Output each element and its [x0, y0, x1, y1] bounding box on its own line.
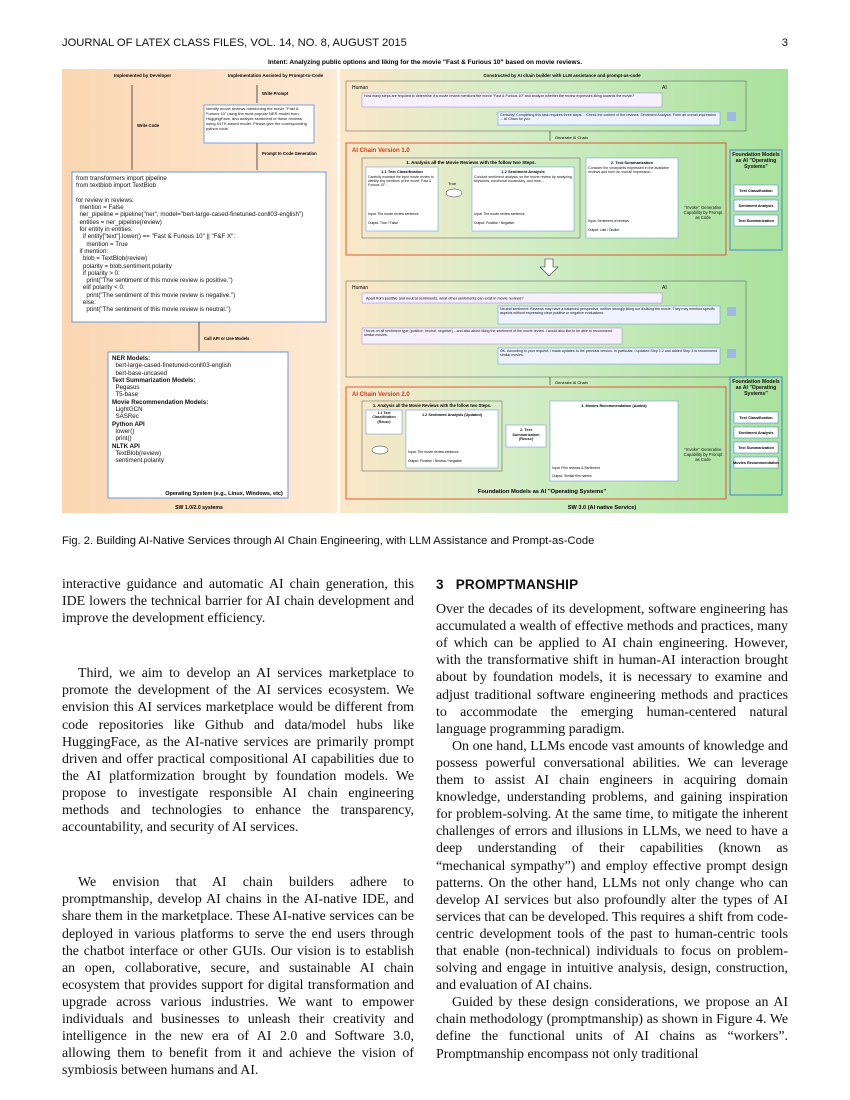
- v1-input-2: Input: The movie review sentence: [474, 212, 525, 216]
- right-para-1: Over the decades of its development, software engineering has accumulated a wealth of effective methods and practices, many of which can be applied to AI chain engineering. However, with the transformative shift in human-AI interaction brought about by foundation models, it is necessary to examine and adjust traditional software engineering methods and practices to accommodate the emerging human-centered natural language programming paradigm.: [436, 602, 788, 737]
- fm-bottom-label: Foundation Models as AI "Operating Systems": [477, 489, 607, 495]
- human-label-2: Human: [352, 285, 369, 291]
- implemented-by-dev: Implemented by Developer: [114, 73, 172, 78]
- v2-input-3: Input: Film reviews & Sentiment: [552, 466, 600, 470]
- ai-label-2: AI: [662, 285, 667, 291]
- ai-answer-3: OK. According to your request, I made updates to the previous version. In particular, I updated Step 1.2 and added Step 3 to recommend similar movies.: [500, 349, 718, 358]
- fm-item-label: Text Summarization: [738, 446, 774, 450]
- listing-line: SASRec: [112, 413, 139, 421]
- chain-v1-tsum: 2. Text Summarization: [610, 160, 654, 165]
- left-column: [62, 576, 414, 1079]
- figure-caption: Fig. 2. Building AI-Native Services through AI Chain Engineering, with LLM Assistance and Prompt-as-Code: [62, 535, 595, 547]
- fm-item-label: Movies Recommendation: [733, 461, 779, 465]
- listing-line: mention = True: [76, 240, 128, 248]
- left-para-3: We envision that AI chain builders adhere to promptmanship, develop AI chains in the AI-native IDE, and share them in the marketplace. These AI-native services can be deployed in various platforms to serve the end users through the chatbot interface or other GUIs. Our vision is to establish an open, collaborative, secure, and sustainable AI chain ecosystem that provides support for digital transformation and upgrade across various industries. We want to empower individuals and businesses to unleash their creativity and intelligence in the new era of AI 2.0 and Software 3.0, allowing them to benefit from it and achieve the vision of symbiosis between humans and AI.: [62, 875, 414, 1079]
- listing-line: sentiment.polarity: [112, 457, 164, 465]
- code-listing: [76, 175, 324, 314]
- chain-v2-sent: 1.2 Sentiment Analysis (Updated): [422, 413, 482, 417]
- human-question-2: Apart from positive and neutral sentiments, what other sentiments can exist in movie reviews?: [366, 296, 524, 301]
- fm-item-label: Text Classification: [739, 416, 773, 420]
- listing-line: bert-large-cased-finetuned-conll03-english: [112, 362, 232, 370]
- invoke-text-2: "Invoke" Generative Capability by Prompt as Code: [683, 447, 723, 462]
- listing-line: for review in reviews:: [76, 196, 134, 204]
- figure-intent: Intent: Analyzing public options and liking for the movie "Fast & Furious 10" based on movie reviews.: [268, 59, 582, 66]
- v2-output-1: Output: Positive / Neutral / Negative: [408, 459, 462, 463]
- listing-line: Python API: [112, 420, 145, 428]
- right-column: [436, 576, 788, 1063]
- figure-2: [62, 55, 788, 525]
- listing-line: Text Summarization Models:: [112, 376, 196, 384]
- chain-v2-title: AI Chain Version 2.0: [352, 392, 410, 398]
- chain-v2-rec: 3. Movies Recommendation (Added): [581, 404, 647, 408]
- right-para-3: Guided by these design considerations, we propose an AI chain methodology (promptmanship) as shown in Figure 4. We define the functional units of AI chains as “workers”. Promptmanship encompass not only traditional: [436, 995, 788, 1062]
- listing-line: if polarity > 0:: [76, 269, 120, 277]
- fm-title-1: Foundation Models as AI "Operating Systems": [732, 152, 780, 170]
- sw3-label: SW 3.0 (AI native Service): [567, 505, 637, 511]
- right-para-2: On one hand, LLMs encode vast amounts of knowledge and possess powerful conversational abilities. We can leverage them to assist AI chain engineers in acquiring domain knowledge, understanding problems, and gaining inspiration for problem-solving. At the same time, to mitigate the inherent challenges of errors and illusions in LLMs, we need to have a deep understanding of their capabilities (known as “mechanical sympathy”) and employ effective prompt design patterns. On the other hand, LLMs not only change who can develop AI services but also profoundly alter the types of AI services that can be developed. This requires a shift from code-centric development tools of the past to human-centric tools that enable (non-technical) individuals to focus on problem-solving and engage in intuitive analysis, design, construction, and evaluation of AI chains.: [436, 738, 788, 994]
- listing-line: from textblob import TextBlob: [76, 182, 157, 190]
- write-prompt-label: Write Prompt: [262, 91, 289, 96]
- prompt-to-code-label: Prompt to Code Generation: [262, 151, 317, 156]
- fm-title-2: Foundation Models as AI "Operating Systems": [732, 379, 780, 397]
- listing-line: Pegasus: [112, 384, 140, 392]
- sw12-label: SW 1.0/2.0 systems: [175, 505, 223, 511]
- fm-item-label: Sentiment Analysis: [738, 204, 774, 208]
- listing-line: polarity = blob.sentiment.polarity: [76, 262, 172, 270]
- human-label-1: Human: [352, 85, 369, 91]
- v1-true: True: [448, 181, 457, 186]
- fm-item-label: Text Summarization: [738, 219, 774, 223]
- human-question-3: I focus on all sentiment type (positive, neutral, negative) ...and also about liking the sentiment of the movie review. I would also like to be able to recommend similar movies.: [364, 329, 612, 338]
- prompt-text: Identify movie reviews mentioning the movie "Fast & Furious 10" using the most popular NER model from HuggingFace, and analyze sentiment of these reviews using NLTK-based model. Please give the corresponding python code.: [206, 106, 307, 131]
- human-question-1: How many steps are required to determine if a movie review mentions the movie "Fast & Furious 10" and analyze whether the review expresses liking towards the movie?: [364, 94, 635, 98]
- running-header: [62, 37, 788, 49]
- left-para-2: Third, we aim to develop an AI services marketplace to promote the development of the AI services ecosystem. We envision this AI services marketplace would be different from code repositories like Github and data/model hubs like HuggingFace, as the AI-native services are primarily prompt driven and offer practical compositional AI capabilities due to the AI platformization brought by foundation models. We propose to investigate responsible AI chain engineering methods and technologies to enhance the transparency, accountability, and security of AI services.: [62, 666, 414, 836]
- chain-v2-textclass: 1.1 Text Classification (Reuse): [372, 411, 396, 424]
- listing-line: blob = TextBlob(review): [76, 255, 148, 263]
- section-number: 3: [436, 577, 444, 592]
- listing-line: print("The sentiment of this movie review is negative."): [76, 291, 236, 299]
- api-listing: [112, 355, 286, 464]
- listing-line: print("The sentiment of this movie review is positive."): [76, 277, 233, 285]
- chain-v1-textclass: 1.1 Text Classification: [381, 169, 423, 174]
- gen-chain-2: Generate AI Chain: [555, 380, 588, 385]
- v1-output-1: Output: True / False: [368, 221, 398, 225]
- listing-line: for entity in entities:: [76, 226, 133, 234]
- constructed-by: Constructed by AI chain builder with LLM assistance and prompt-as-code: [483, 73, 641, 78]
- v2-input-1: Input: The movie review sentence: [408, 450, 459, 454]
- listing-line: mention = False: [76, 204, 124, 212]
- chain-v1-sent: 1.2 Sentiment Analysis: [501, 169, 545, 174]
- listing-line: T5-base: [112, 391, 139, 399]
- fm-item-label: Sentiment Analysis: [738, 431, 774, 435]
- v1-output-2: Output: Positive / Negative: [474, 221, 515, 225]
- chain-v2-step1: 1. Analysis all the Movie Reviews with the follow two Steps.: [372, 403, 492, 408]
- section-title: PROMPTMANSHIP: [455, 577, 579, 592]
- listing-line: NER Models:: [112, 355, 151, 362]
- listing-line: if mention:: [76, 247, 108, 255]
- chain-v1-step1: 1. Analysis all the Movie Reviews with the follow two Steps.: [406, 160, 536, 165]
- listing-line: TextBlob(review): [112, 449, 162, 457]
- listing-line: else:: [76, 299, 96, 307]
- fm-item-label: Text Classification: [739, 189, 773, 193]
- ai-answer-1: Certainly! Completing this task requires three steps: ...Check the content of the reviews. Sentiment Analysis. Form an overall impression ... AI Chain for you.: [500, 113, 717, 122]
- os-label: Operating System (e.g., Linux, Windows, etc): [165, 491, 283, 497]
- listing-line: print("The sentiment of this movie review is neutral."): [76, 306, 231, 314]
- v1-output-3: Output: Like / Dislike: [588, 228, 620, 232]
- journal-title: JOURNAL OF LATEX CLASS FILES, VOL. 14, NO. 8, AUGUST 2015: [62, 37, 407, 49]
- listing-line: print(): [112, 435, 132, 443]
- listing-line: Movie Recommendation Models:: [112, 398, 209, 406]
- v1-input-3: Input: Sentiment of reviews: [588, 219, 629, 223]
- v2-output-3: Output: Similar film names: [552, 474, 592, 478]
- section-heading: [436, 576, 788, 593]
- v1-tsum-body: Consider the viewpoints expressed in the available reviews and form an overall impression...: [588, 166, 669, 175]
- left-para-1: interactive guidance and automatic AI chain generation, this IDE lowers the technical barrier for AI chain development and improve the development efficiency.: [62, 577, 414, 627]
- listing-line: ner_pipeline = pipeline("ner", model="bert-large-cased-finetuned-conll03-english"): [76, 211, 304, 219]
- chain-v1-title: AI Chain Version 1.0: [352, 148, 410, 154]
- gen-chain-1: Generate AI Chain: [555, 135, 588, 140]
- implemented-assisted: Implementation Assisted by Prompt-to-Code: [228, 73, 324, 78]
- write-code-label: Write Code: [137, 123, 160, 128]
- listing-line: LightGCN: [112, 406, 143, 414]
- v1-input-1: Input: The movie review sentence: [368, 212, 419, 216]
- chain-v2-tsum: 2. Text Summarization (Reuse): [512, 428, 540, 442]
- page-number: 3: [781, 37, 788, 49]
- v1-textclass-body: Carefully examine the input movie review to identify any mentions of the movie "Fast & Furious 10"...: [368, 175, 434, 187]
- invoke-text-1: "Invoke" Generative Capability by Prompt as Code: [683, 205, 723, 220]
- listing-line: from transformers import pipeline: [76, 175, 167, 182]
- listing-line: NLTK API: [112, 442, 140, 450]
- listing-line: elif polarity < 0:: [76, 284, 125, 292]
- call-api-label: Call API or Use Models: [204, 336, 250, 341]
- ai-answer-2: Neutral sentiment: Reviews may have a balanced perspective, neither strongly liking nor disliking the movie. They may mention specific aspects without expressing clear positive or negative evaluations.: [500, 307, 716, 316]
- listing-line: entities = ner_pipeline(review): [76, 218, 162, 226]
- v1-sent-body: Conduct sentiment analysis on the movie review by analyzing keywords, emotional vocabulary, and tone...: [474, 175, 572, 184]
- listing-line: lower(): [112, 427, 135, 435]
- listing-line: if entity["text"].lower() == "Fast & Furious 10" || "F&F X":: [76, 233, 236, 241]
- ai-label-1: AI: [662, 85, 667, 91]
- listing-line: [76, 190, 324, 197]
- listing-line: bert-base-uncased: [112, 369, 168, 377]
